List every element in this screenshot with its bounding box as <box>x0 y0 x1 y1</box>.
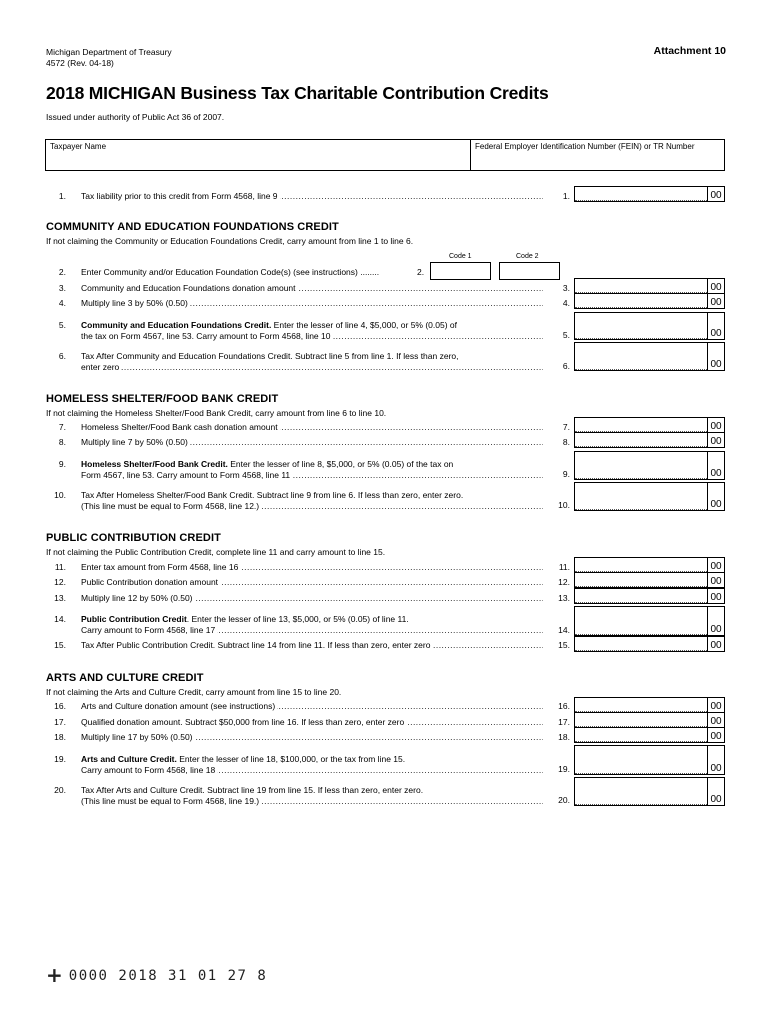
line-19-text-b: Carry amount to Form 4568, line 18 <box>81 765 216 775</box>
line-7-number: 7. <box>58 422 66 432</box>
line-7-amount-field[interactable] <box>574 417 725 433</box>
line-10-amount-field[interactable] <box>574 482 725 511</box>
line-14-description <box>81 614 543 636</box>
fein-field[interactable] <box>474 152 726 171</box>
taxpayer-name-field[interactable] <box>48 152 470 171</box>
line-18-amount-field[interactable] <box>574 727 725 743</box>
line-17-cents: 00 <box>707 712 724 728</box>
agency-header <box>46 47 172 69</box>
line-6-cents: 00 <box>707 342 724 371</box>
line-3-ref: 3. <box>562 283 570 293</box>
line-19-cents: 00 <box>707 745 724 775</box>
issued-authority: Issued under authority of Public Act 36 of 2007. <box>46 112 225 122</box>
line-14-text-b: Carry amount to Form 4568, line 17 <box>81 625 216 635</box>
line-5-description <box>81 320 543 342</box>
line-17-description <box>81 717 543 728</box>
form-title: 2018 MICHIGAN Business Tax Charitable Contribution Credits <box>46 83 549 103</box>
line-3-description <box>81 283 543 294</box>
homeless-section-subtitle: If not claiming the Homeless Shelter/Food Bank Credit, carry amount from line 6 to line 10. <box>46 408 387 418</box>
line-16-cents: 00 <box>707 697 724 713</box>
line-12-amount-field[interactable] <box>574 572 725 588</box>
line-5-ref: 5. <box>562 330 570 340</box>
barcode-number: 0000 2018 31 01 27 8 <box>68 968 268 984</box>
line-7-text: Homeless Shelter/Food Bank cash donation amount <box>81 422 278 432</box>
line-15-amount-field[interactable] <box>574 636 725 652</box>
code-1-field[interactable] <box>430 262 491 280</box>
line-15-number: 15. <box>54 640 66 650</box>
line-1-amount-field[interactable] <box>574 186 725 202</box>
line-9-bold: Homeless Shelter/Food Bank Credit. <box>81 459 228 469</box>
line-4-amount-field[interactable] <box>574 293 725 309</box>
line-4-text: Multiply line 3 by 50% (0.50) <box>81 298 188 308</box>
line-10-ref: 10. <box>558 500 570 510</box>
line-9-text-a: Enter the lesser of line 8, $5,000, or 5% (0.05) of the tax on <box>227 459 454 469</box>
line-17-text: Qualified donation amount. Subtract $50,000 from line 16. If less than zero, enter zero <box>81 717 405 727</box>
line-3-cents: 00 <box>707 278 724 294</box>
line-19-ref: 19. <box>558 764 570 774</box>
line-11-description <box>81 562 543 573</box>
line-19-description <box>81 754 543 776</box>
line-13-amount-field[interactable] <box>574 588 725 604</box>
line-14-ref: 14. <box>558 625 570 635</box>
line-20-text-b: (This line must be equal to Form 4568, line 19.) <box>81 796 260 806</box>
line-17-ref: 17. <box>558 717 570 727</box>
line-9-description <box>81 459 543 481</box>
line-1-text: Tax liability prior to this credit from Form 4568, line 9 <box>81 191 278 201</box>
line-9-amount-field[interactable] <box>574 451 725 480</box>
line-20-text-a: Tax After Arts and Culture Credit. Subtract line 19 from line 15. If less than zero, enter zero. <box>81 785 424 795</box>
arts-section-subtitle: If not claiming the Arts and Culture Credit, carry amount from line 15 to line 20. <box>46 687 342 697</box>
community-section-title: COMMUNITY AND EDUCATION FOUNDATIONS CREDIT <box>46 221 339 233</box>
line-9-ref: 9. <box>562 469 570 479</box>
line-16-ref: 16. <box>558 701 570 711</box>
arts-section-title: ARTS AND CULTURE CREDIT <box>46 672 204 684</box>
line-6-number: 6. <box>58 351 66 361</box>
line-11-cents: 00 <box>707 557 724 573</box>
line-18-ref: 18. <box>558 732 570 742</box>
line-12-cents: 00 <box>707 572 724 588</box>
line-5-text-a: Enter the lesser of line 4, $5,000, or 5% (0.05) of <box>271 320 458 330</box>
line-3-text: Community and Education Foundations donation amount <box>81 283 296 293</box>
line-10-text-a: Tax After Homeless Shelter/Food Bank Credit. Subtract line 9 from line 6. If less than zero, enter zero. <box>81 490 464 500</box>
line-5-bold: Community and Education Foundations Credit. <box>81 320 272 330</box>
line-4-description <box>81 298 543 309</box>
line-1-description <box>81 191 543 202</box>
code-1-label: Code 1 <box>449 253 472 260</box>
line-12-number: 12. <box>54 577 66 587</box>
line-4-ref: 4. <box>562 298 570 308</box>
line-3-amount-field[interactable] <box>574 278 725 294</box>
line-7-description <box>81 422 543 433</box>
line-13-text: Multiply line 12 by 50% (0.50) <box>81 593 193 603</box>
line-16-description <box>81 701 543 712</box>
line-6-text-b: enter zero <box>81 362 120 372</box>
line-14-amount-field[interactable] <box>574 606 725 636</box>
code-2-field[interactable] <box>499 262 560 280</box>
line-1-ref: 1. <box>562 191 570 201</box>
line-15-cents: 00 <box>707 636 724 652</box>
line-8-description <box>81 437 543 448</box>
line-17-number: 17. <box>54 717 66 727</box>
line-14-text-a: . Enter the lesser of line 13, $5,000, or 5% (0.05) of line 11. <box>186 614 409 624</box>
line-9-number: 9. <box>58 459 66 469</box>
line-7-cents: 00 <box>707 417 724 433</box>
line-11-ref: 11. <box>558 562 570 572</box>
line-13-ref: 13. <box>558 593 570 603</box>
form-barcode <box>46 963 267 987</box>
line-20-cents: 00 <box>707 777 724 806</box>
line-19-number: 19. <box>54 754 66 764</box>
line-5-amount-field[interactable] <box>574 312 725 340</box>
line-6-description <box>81 351 543 373</box>
line-2-description: Enter Community and/or Education Foundation Code(s) (see instructions) ........ <box>81 267 380 277</box>
line-15-description <box>81 640 543 651</box>
line-16-amount-field[interactable] <box>574 697 725 713</box>
line-19-amount-field[interactable] <box>574 745 725 775</box>
line-8-text: Multiply line 7 by 50% (0.50) <box>81 437 188 447</box>
line-13-number: 13. <box>54 593 66 603</box>
public-section-title: PUBLIC CONTRIBUTION CREDIT <box>46 532 221 544</box>
attachment-number: Attachment 10 <box>653 45 726 57</box>
line-4-number: 4. <box>58 298 66 308</box>
line-1-number: 1. <box>58 191 66 201</box>
line-18-text: Multiply line 17 by 50% (0.50) <box>81 732 193 742</box>
line-18-description <box>81 732 543 743</box>
line-6-text-a: Tax After Community and Education Foundations Credit. Subtract line 5 from line 1. If less than zero, <box>81 351 459 361</box>
line-14-number: 14. <box>54 614 66 624</box>
line-1-cents: 00 <box>707 186 724 202</box>
homeless-section-title: HOMELESS SHELTER/FOOD BANK CREDIT <box>46 393 279 405</box>
line-9-cents: 00 <box>707 451 724 480</box>
line-8-number: 8. <box>58 437 66 447</box>
line-16-text: Arts and Culture donation amount (see instructions) <box>81 701 276 711</box>
line-13-description <box>81 593 543 604</box>
community-section-subtitle: If not claiming the Community or Education Foundations Credit, carry amount from line 1 to line 6. <box>46 236 414 246</box>
line-6-ref: 6. <box>562 361 570 371</box>
line-8-ref: 8. <box>562 437 570 447</box>
id-box-divider <box>470 140 471 170</box>
line-11-number: 11. <box>54 562 66 572</box>
line-14-cents: 00 <box>707 606 724 636</box>
line-2-number: 2. <box>58 267 66 277</box>
line-2-ref: 2. <box>417 267 425 277</box>
line-16-number: 16. <box>54 701 66 711</box>
line-15-text: Tax After Public Contribution Credit. Subtract line 14 from line 11. If less than zero, enter zero <box>81 640 431 650</box>
public-section-subtitle: If not claiming the Public Contribution Credit, complete line 11 and carry amount to line 15. <box>46 547 386 557</box>
line-20-ref: 20. <box>558 795 570 805</box>
line-20-description <box>81 785 543 807</box>
line-20-number: 20. <box>54 785 66 795</box>
line-15-ref: 15. <box>558 640 570 650</box>
line-5-number: 5. <box>58 320 66 330</box>
agency-name: Michigan Department of Treasury <box>46 47 172 57</box>
line-18-cents: 00 <box>707 727 724 743</box>
line-6-amount-field[interactable] <box>574 342 725 371</box>
line-8-cents: 00 <box>707 432 724 448</box>
code-2-label: Code 2 <box>516 253 539 260</box>
line-7-ref: 7. <box>562 422 570 432</box>
line-19-text-a: Enter the lesser of line 18, $100,000, or the tax from line 15. <box>176 754 406 764</box>
fein-label: Federal Employer Identification Number (FEIN) or TR Number <box>475 142 695 151</box>
line-14-bold: Public Contribution Credit <box>81 614 187 624</box>
line-5-cents: 00 <box>707 312 724 340</box>
line-11-amount-field[interactable] <box>574 557 725 573</box>
line-10-number: 10. <box>54 490 66 500</box>
line-8-amount-field[interactable] <box>574 432 725 448</box>
line-12-text: Public Contribution donation amount <box>81 577 219 587</box>
taxpayer-name-label: Taxpayer Name <box>50 142 107 151</box>
line-4-cents: 00 <box>707 293 724 309</box>
form-number: 4572 (Rev. 04-18) <box>46 58 114 68</box>
taxpayer-id-box <box>45 139 725 171</box>
line-12-ref: 12. <box>558 577 570 587</box>
line-9-text-b: Form 4567, line 53. Carry amount to Form 4568, line 11 <box>81 470 291 480</box>
line-13-cents: 00 <box>707 588 724 604</box>
line-5-text-b: the tax on Form 4567, line 53. Carry amount to Form 4568, line 10 <box>81 331 331 341</box>
plus-mark: + <box>46 963 63 987</box>
line-11-text: Enter tax amount from Form 4568, line 16 <box>81 562 239 572</box>
line-12-description <box>81 577 543 588</box>
line-20-amount-field[interactable] <box>574 777 725 806</box>
line-3-number: 3. <box>58 283 66 293</box>
line-19-bold: Arts and Culture Credit. <box>81 754 177 764</box>
line-10-text-b: (This line must be equal to Form 4568, line 12.) <box>81 501 260 511</box>
line-17-amount-field[interactable] <box>574 712 725 728</box>
line-10-cents: 00 <box>707 482 724 511</box>
line-18-number: 18. <box>54 732 66 742</box>
line-10-description <box>81 490 543 512</box>
